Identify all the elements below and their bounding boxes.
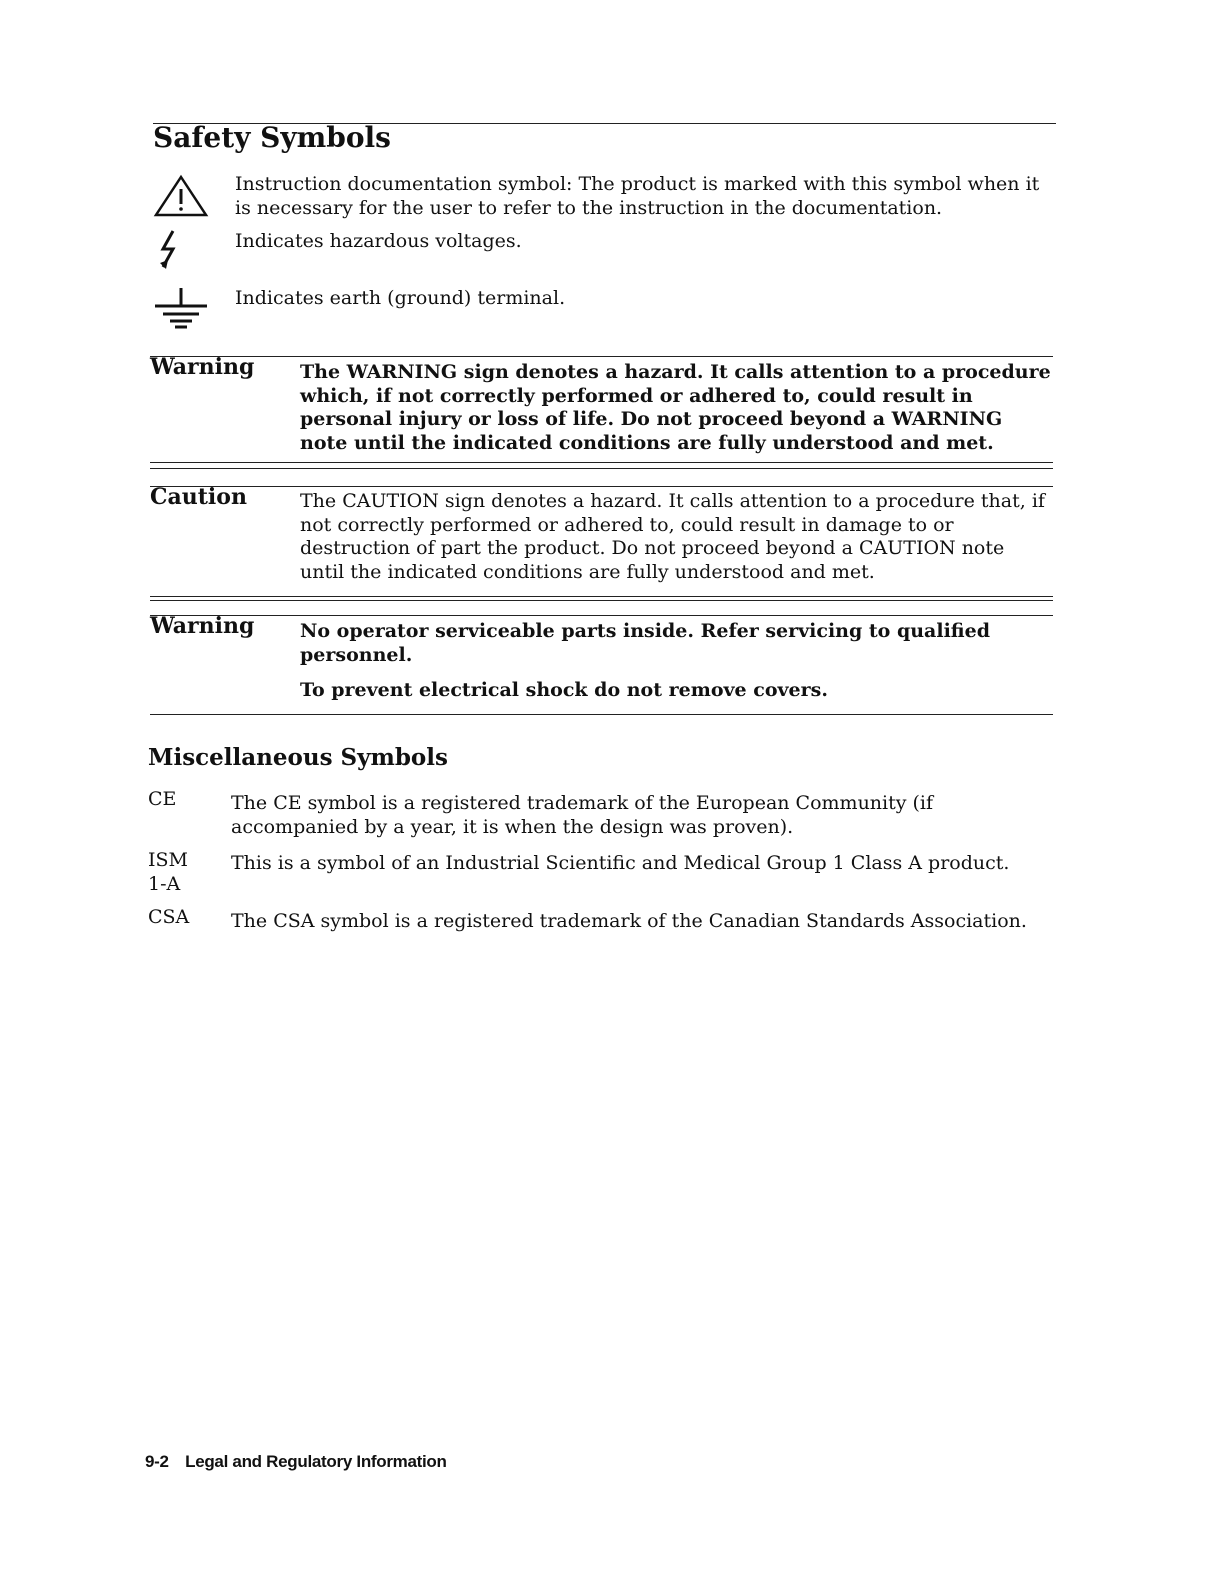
section-title: Miscellaneous Symbols bbox=[148, 744, 448, 771]
caution-note-text: The CAUTION sign denotes a hazard. It calls attention to a procedure that, if not correctly performed or adhered to, could result in damage to or destruction of part the product. Do not proceed beyond a CAUTION note until the indicated conditions are fully understood and met. bbox=[300, 490, 1045, 583]
symbol-description: Instruction documentation symbol: The product is marked with this symbol when it is necessary for the user to refer to the instruction in the documentation. bbox=[235, 173, 1040, 219]
misc-description: The CE symbol is a registered trademark of the European Community (if accompanied by a year, it is when the design was proven). bbox=[231, 792, 934, 838]
note-rule bbox=[150, 714, 1053, 715]
misc-symbol: ISM 1-A bbox=[148, 849, 188, 895]
note-rule bbox=[150, 596, 1053, 597]
note-rule bbox=[150, 356, 1053, 357]
warning-note-text: To prevent electrical shock do not remove covers. bbox=[300, 679, 828, 701]
warning-note-text: No operator serviceable parts inside. Refer servicing to qualified personnel. bbox=[300, 620, 990, 666]
note-label-warning: Warning bbox=[150, 354, 255, 380]
note-label-caution: Caution bbox=[150, 484, 247, 510]
note-rule bbox=[150, 615, 1053, 616]
warning-triangle-icon bbox=[153, 174, 209, 222]
misc-description: This is a symbol of an Industrial Scientific and Medical Group 1 Class A product. bbox=[231, 852, 1010, 874]
symbol-row bbox=[153, 286, 1053, 330]
footer-section-title: Legal and Regulatory Information bbox=[185, 1452, 447, 1471]
misc-symbol: CE bbox=[148, 788, 177, 810]
earth-ground-icon bbox=[153, 286, 209, 336]
symbol-description: Indicates hazardous voltages. bbox=[235, 230, 522, 252]
note-rule bbox=[150, 462, 1053, 463]
warning-note-text: The WARNING sign denotes a hazard. It calls attention to a procedure which, if not correctly performed or adhered to, could result in personal injury or loss of life. Do not proceed beyond a WARNING note until the indicated conditions are fully understood and met. bbox=[300, 361, 1051, 454]
note-rule bbox=[150, 468, 1053, 469]
symbol-row bbox=[153, 229, 1053, 273]
page-footer bbox=[145, 1452, 447, 1472]
page-number: 9-2 bbox=[145, 1452, 169, 1471]
misc-description: The CSA symbol is a registered trademark of the Canadian Standards Association. bbox=[231, 910, 1027, 932]
note-rule bbox=[150, 486, 1053, 487]
misc-symbol: CSA bbox=[148, 906, 190, 928]
note-label-warning: Warning bbox=[150, 613, 255, 639]
symbol-row bbox=[153, 172, 1053, 224]
page-title: Safety Symbols bbox=[153, 121, 391, 154]
note-rule bbox=[150, 600, 1053, 601]
hazardous-voltage-icon bbox=[157, 229, 181, 275]
symbol-description: Indicates earth (ground) terminal. bbox=[235, 287, 566, 309]
